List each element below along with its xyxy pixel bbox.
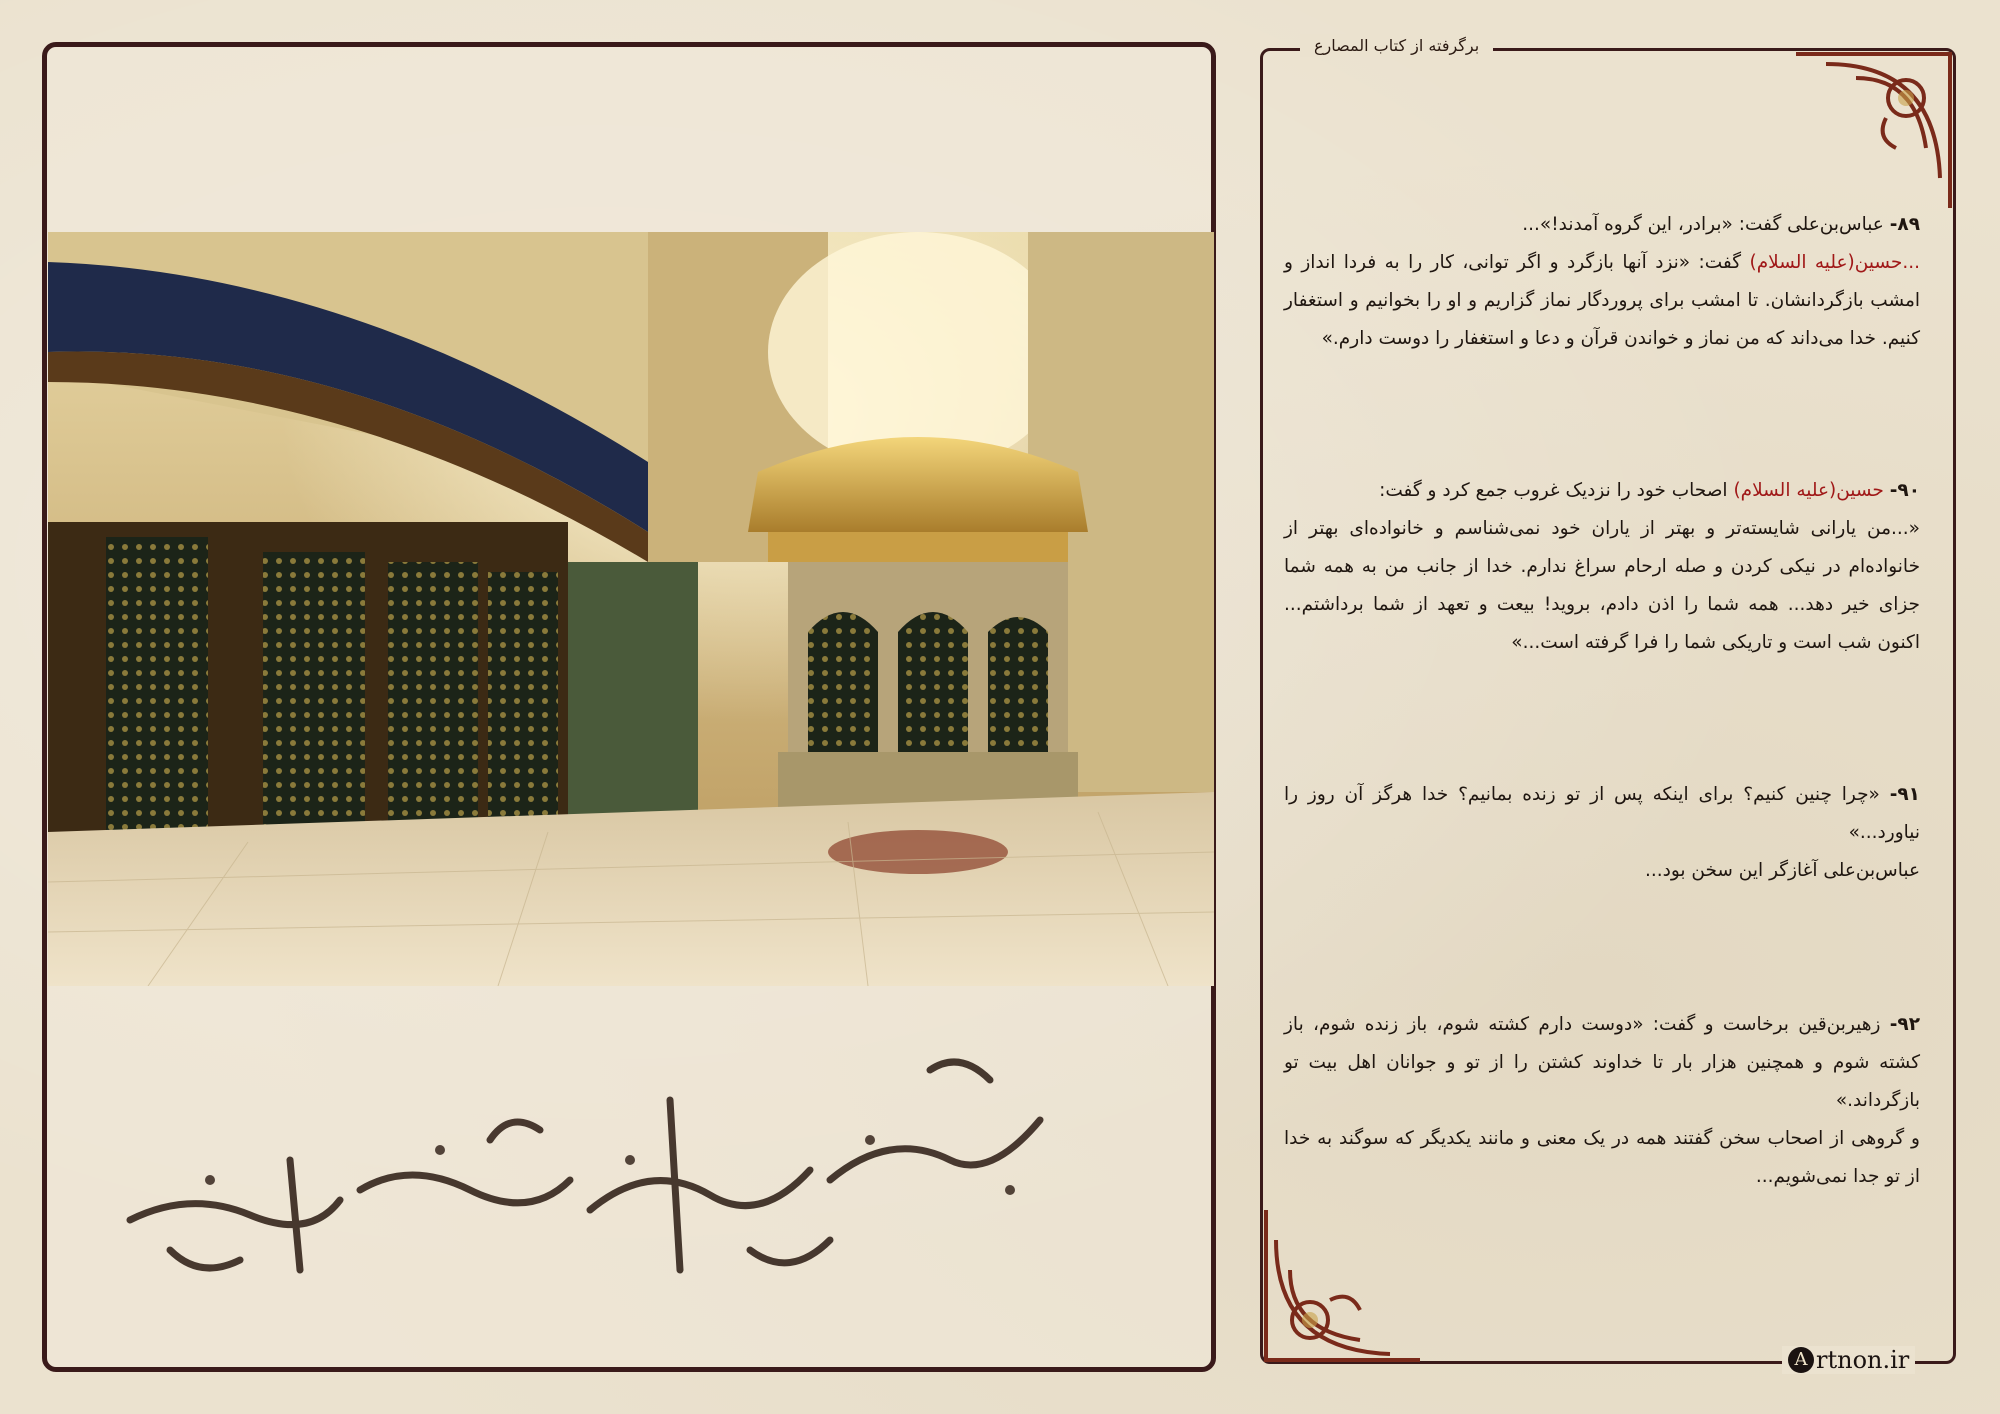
corner-ornament-icon [1786,48,1956,218]
section-text: عباس‌بن‌علی گفت: «برادر، این گروه آمدند!»... [1522,214,1884,235]
corner-ornament-icon [1260,1200,1430,1366]
section-number: ۹۲- [1889,1014,1920,1035]
section-text: «...من یارانی شایسته‌تر و بهتر از یاران خود نمی‌شناسم و خانواده‌ای بهتر از خانواده‌ام در نیکی کردن و صله ارحام سراغ ندارم. خدا از جانب من به همه شما جزای خیر دهد... همه شما را اذن دادم، بروید! بیعت و تعهد از شما برداشتم... اکنون شب است و تاریکی شما را فرا گرفته است...» [1284,518,1920,653]
name-highlight: حسین(علیه السلام) [1733,480,1884,501]
source-label: برگرفته از کتاب المصارع [1300,34,1493,57]
watermark-logo-icon: A [1788,1347,1814,1373]
section-91 [1284,776,1920,890]
site-watermark [1782,1346,1915,1374]
name-highlight: ...حسین(علیه السلام) [1749,252,1920,273]
section-number: ۸۹- [1889,214,1920,235]
section-text: و گروهی از اصحاب سخن گفتند همه در یک معنی و مانند یکدیگر که سوگند به خدا از تو جدا نمی‌شویم... [1284,1128,1920,1187]
section-text: گفت: «نزد آنها بازگرد و اگر توانی، کار را به فردا انداز و امشب بازگردانشان. تا امشب برای پروردگار نماز گزاریم و او را بخوانیم و استغفار کنیم. خدا می‌داند که من نماز و خواندن قرآن و دعا و استغفار را دوست دارم.» [1284,252,1920,349]
watermark-text: rtnon.ir [1816,1346,1910,1374]
section-text: «چرا چنین کنیم؟ برای اینکه پس از تو زنده بمانیم؟ خدا هرگز آن روز را نیاورد...» [1284,784,1920,843]
section-number: ۹۰- [1889,480,1920,501]
section-89 [1284,206,1920,358]
section-90 [1284,472,1920,662]
section-text: عباس‌بن‌علی آغازگر این سخن بود... [1644,860,1920,881]
shrine-photo [48,232,1214,986]
section-text: زهیربن‌قین برخاست و گفت: «دوست دارم کشته شوم، باز زنده شوم، باز کشته شوم و همچنین هزار بار تا خداوند کشتن را از تو و جوانان اهل بیت تو بازگرداند.» [1284,1014,1920,1111]
calligraphy-image [110,1040,1070,1320]
section-text: اصحاب خود را نزدیک غروب جمع کرد و گفت: [1379,480,1728,501]
section-92 [1284,1006,1920,1196]
section-number: ۹۱- [1889,784,1920,805]
